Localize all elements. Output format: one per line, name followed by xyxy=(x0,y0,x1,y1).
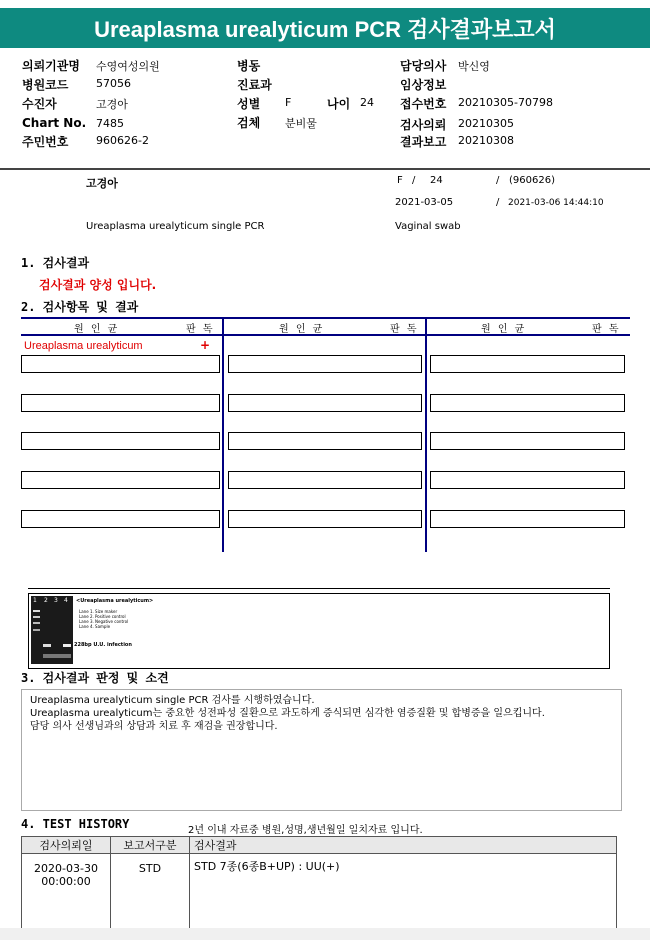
result-box xyxy=(228,471,422,489)
findings-box xyxy=(21,689,622,811)
history-type: STD xyxy=(111,854,190,929)
result-box xyxy=(430,471,625,489)
gel-ladder-band xyxy=(33,610,40,612)
label-chart-no: Chart No. xyxy=(22,116,87,130)
patient-birth: (960626) xyxy=(509,175,555,186)
result-box xyxy=(228,394,422,412)
label-patient: 수진자 xyxy=(22,97,57,111)
history-col-type: 보고서구분 xyxy=(111,837,190,854)
section1-title: 1. 검사결과 xyxy=(21,256,90,270)
history-result: STD 7종(6종B+UP) : UU(+) xyxy=(190,854,617,929)
gel-legend-2: Lane 2. Positive control xyxy=(79,614,126,619)
col-header-organism-2: 원 인 균 xyxy=(279,324,325,335)
gel-title: <Ureaplasma urealyticum> xyxy=(76,598,154,604)
label-department: 진료과 xyxy=(237,78,272,92)
col-header-reading-1: 판 독 xyxy=(186,324,215,335)
result-box xyxy=(21,471,220,489)
gel-legend-4: Lane 4. Sample xyxy=(79,624,111,629)
table-row xyxy=(22,854,617,929)
value-reception-no: 20210305-70798 xyxy=(458,96,553,109)
findings-line-1: Ureaplasma urealyticum single PCR 검사를 시행하였습니다. xyxy=(30,695,315,706)
result-box xyxy=(21,394,220,412)
page-footer-bar xyxy=(0,928,650,940)
header-separator xyxy=(0,168,650,170)
history-col-date: 검사의뢰일 xyxy=(22,837,111,854)
history-table xyxy=(21,836,617,929)
value-doctor: 박신영 xyxy=(458,60,490,73)
specimen-type: Vaginal swab xyxy=(395,221,461,232)
positive-result: 검사결과 양성 입니다. xyxy=(39,278,157,292)
label-clinical-info: 임상정보 xyxy=(400,78,447,92)
history-date-line2: 00:00:00 xyxy=(41,875,91,888)
result-box xyxy=(430,355,625,373)
table-top-line xyxy=(21,317,630,319)
gel-band-label: 228bp U.U. infection xyxy=(74,642,132,648)
gel-top-line xyxy=(28,588,610,589)
result-box xyxy=(21,432,220,450)
label-sex: 성별 xyxy=(237,97,261,111)
gel-lane-3: 3 xyxy=(54,597,58,604)
patient-name: 고경아 xyxy=(86,177,118,190)
label-report-date: 결과보고 xyxy=(400,135,447,149)
result-box xyxy=(21,510,220,528)
label-resident-no: 주민번호 xyxy=(22,135,69,149)
section2-title: 2. 검사항목 및 결과 xyxy=(21,300,139,314)
gel-ladder-band xyxy=(33,629,40,631)
section4-title: 4. TEST HISTORY xyxy=(21,817,130,831)
gel-lane-4: 4 xyxy=(64,597,68,604)
result-box xyxy=(228,432,422,450)
gel-positive-band xyxy=(43,644,51,647)
patient-slash-1: / xyxy=(412,175,416,186)
patient-age: 24 xyxy=(430,175,443,186)
table-col-divider-1 xyxy=(222,317,224,552)
history-date xyxy=(22,854,111,929)
gel-electrophoresis-image xyxy=(31,596,73,664)
gel-panel xyxy=(28,593,610,669)
label-request-date: 검사의뢰 xyxy=(400,118,447,132)
value-request-date: 20210305 xyxy=(458,117,514,130)
result-box xyxy=(21,355,220,373)
gel-sample-band xyxy=(63,644,71,647)
patient-slash-3: / xyxy=(496,197,500,208)
value-specimen: 분비물 xyxy=(285,117,317,130)
label-institution: 의뢰기관명 xyxy=(22,59,80,73)
history-date-line1: 2020-03-30 xyxy=(34,862,98,875)
section3-title: 3. 검사결과 판정 및 소견 xyxy=(21,671,169,685)
result-box xyxy=(228,510,422,528)
label-reception-no: 접수번호 xyxy=(400,97,447,111)
gel-lane-2: 2 xyxy=(44,597,48,604)
result-box xyxy=(430,394,625,412)
col-header-organism-3: 원 인 균 xyxy=(481,324,527,335)
label-ward: 병동 xyxy=(237,59,261,73)
value-institution: 수영여성의원 xyxy=(96,60,160,73)
label-specimen: 검체 xyxy=(237,116,261,130)
organism-name: Ureaplasma urealyticum xyxy=(24,340,143,352)
patient-sex: F xyxy=(397,175,403,186)
findings-line-3: 담당 의사 선생님과의 상담과 치료 후 재검을 권장합니다. xyxy=(30,721,278,732)
value-hospital-code: 57056 xyxy=(96,77,131,90)
value-age: 24 xyxy=(360,96,374,109)
gel-ladder-band xyxy=(33,622,40,624)
findings-line-2: Ureaplasma urealyticum는 중요한 성전파성 질환으로 과도하게 증식되면 심각한 염증질환 및 합병증을 일으킵니다. xyxy=(30,708,545,719)
label-doctor: 담당의사 xyxy=(400,59,447,73)
col-header-reading-3: 판 독 xyxy=(592,324,621,335)
col-header-reading-2: 판 독 xyxy=(390,324,419,335)
gel-lane-1: 1 xyxy=(33,597,37,604)
report-title: Ureaplasma urealyticum PCR 검사결과보고서 xyxy=(0,8,650,48)
result-box xyxy=(430,510,625,528)
value-chart-no: 7485 xyxy=(96,117,124,130)
patient-slash-2: / xyxy=(496,175,500,186)
history-col-result: 검사결과 xyxy=(190,837,617,854)
value-resident-no: 960626-2 xyxy=(96,134,149,147)
value-patient: 고경아 xyxy=(96,98,128,111)
label-age: 나이 xyxy=(327,97,351,111)
organism-reading: + xyxy=(200,338,211,352)
value-sex: F xyxy=(285,96,292,109)
label-hospital-code: 병원코드 xyxy=(22,78,69,92)
report-datetime: 2021-03-06 14:44:10 xyxy=(508,198,604,208)
result-box xyxy=(228,355,422,373)
receipt-date: 2021-03-05 xyxy=(395,197,454,208)
col-header-organism-1: 원 인 균 xyxy=(74,324,120,335)
test-name: Ureaplasma urealyticum single PCR xyxy=(86,221,265,232)
result-box xyxy=(430,432,625,450)
table-col-divider-2 xyxy=(425,317,427,552)
gel-legend-1: Lane 1. Size maker xyxy=(79,609,118,614)
value-report-date: 20210308 xyxy=(458,134,514,147)
history-note: 2년 이내 자료중 병원,성명,생년월일 일치자료 입니다. xyxy=(188,825,423,836)
gel-legend-3: Lane 3. Negative control xyxy=(79,619,129,624)
gel-ladder-band xyxy=(33,616,40,618)
gel-primer-band xyxy=(43,654,71,658)
